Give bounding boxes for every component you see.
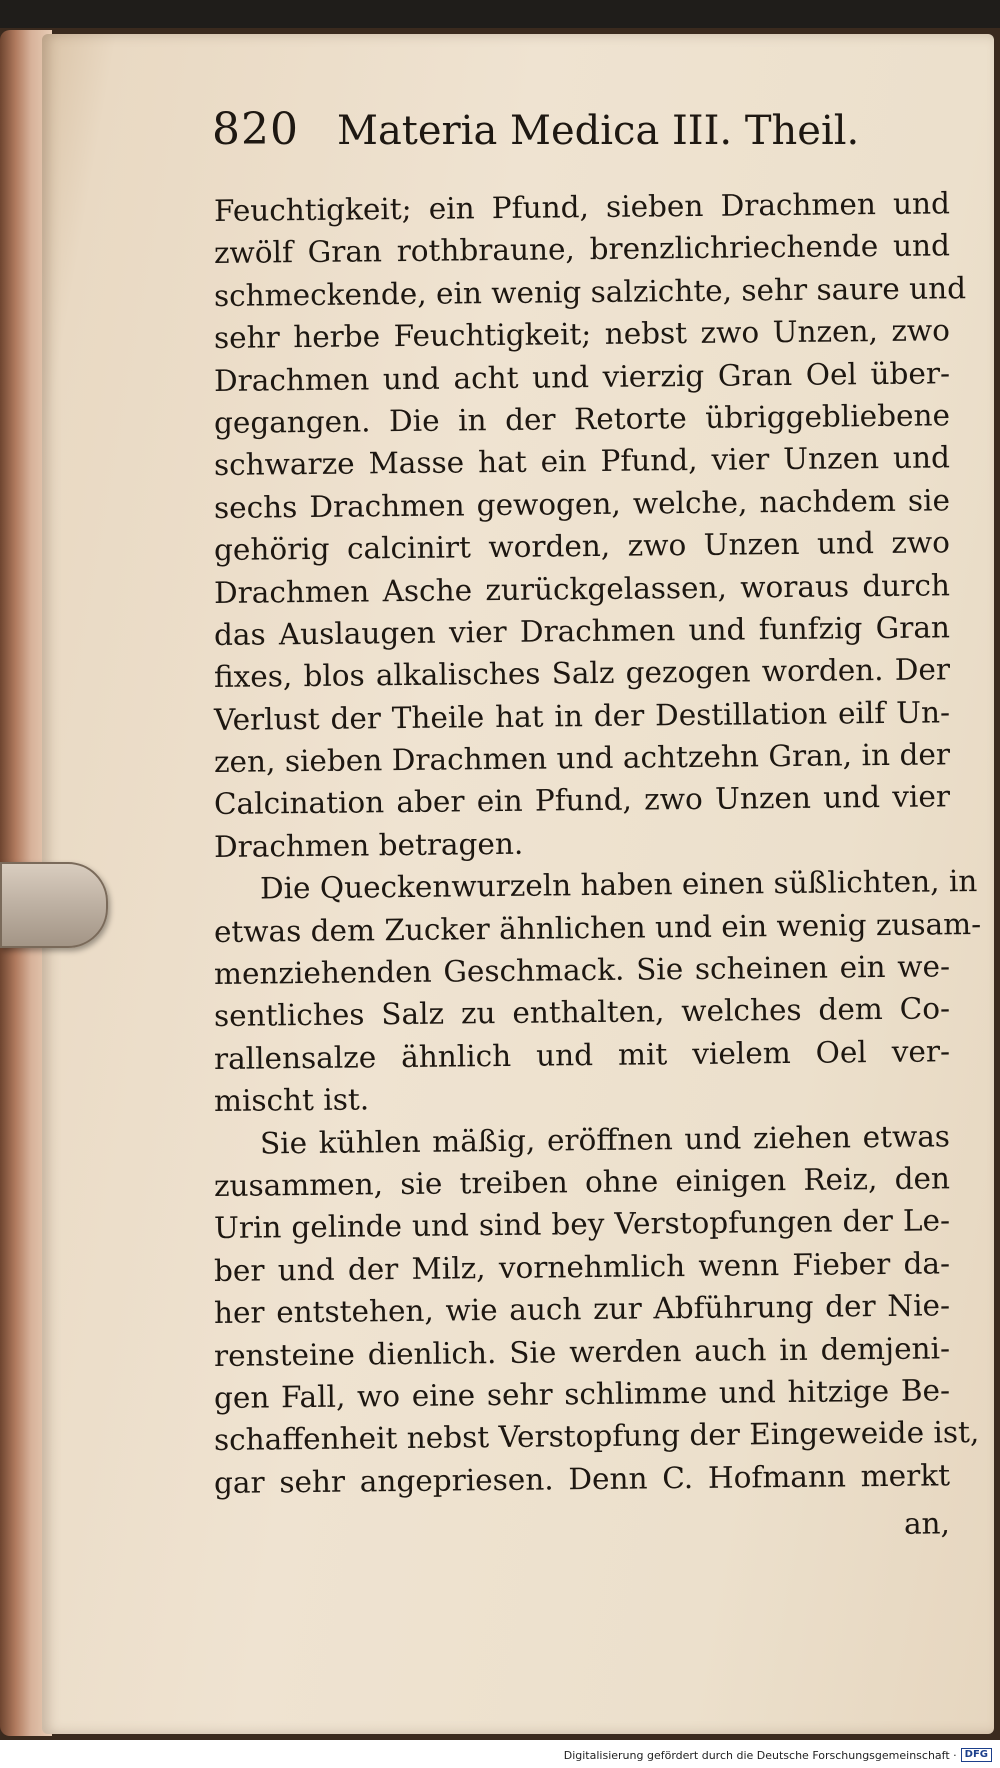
paragraph-start-line: Die Queckenwurzeln haben einen süßlichten, in — [259, 864, 978, 906]
text-line: schwarze Masse hat ein Pfund, vier Unzen und — [213, 440, 951, 483]
text-line: zusammen, sie treiben ohne einigen Reiz, den — [213, 1161, 951, 1203]
text-line: gehörig calcinirt worden, zwo Unzen und zwo — [213, 525, 951, 568]
text-line: rallensalze ähnlich und mit vielem Oel ver- — [213, 1034, 951, 1076]
paragraph-start-line: Sie kühlen mäßig, eröffnen und ziehen etwas — [259, 1118, 951, 1161]
text-line: Calcination aber ein Pfund, zwo Unzen und vier — [213, 779, 951, 822]
page-number: 820 — [212, 104, 299, 155]
text-line: Drachmen Asche zurückgelassen, woraus durch — [213, 567, 951, 610]
text-line: etwas dem Zucker ähnlichen und ein wenig zusam- — [213, 906, 982, 949]
text-line: Verlust der Theile hat in der Destillation eilf Un- — [213, 694, 951, 737]
running-title: Materia Medica III. Theil. — [336, 108, 860, 154]
digitization-credit — [564, 1748, 992, 1762]
text-line: sehr herbe Feuchtigkeit; nebst zwo Unzen, zwo — [213, 313, 951, 356]
text-line: schaffenheit nebst Verstopfung der Eingeweide ist, — [213, 1415, 980, 1458]
text-line: rensteine dienlich. Sie werden auch in demjeni- — [213, 1330, 951, 1373]
text-line: gar sehr angepriesen. Denn C. Hofmann merkt — [213, 1458, 951, 1500]
text-line: zwölf Gran rothbraune, brenzlichriechende und — [213, 228, 951, 271]
book-clasp — [0, 862, 108, 948]
text-line: Feuchtigkeit; ein Pfund, sieben Drachmen und — [213, 186, 951, 228]
page-header — [212, 104, 912, 164]
text-line: zen, sieben Drachmen und achtzehn Gran, in der — [213, 737, 951, 780]
text-line: fixes, blos alkalisches Salz gezogen worden. Der — [213, 652, 951, 695]
text-line: gen Fall, wo eine sehr schlimme und hitzige Be- — [213, 1373, 951, 1415]
text-line: das Auslaugen vier Drachmen und funfzig Gran — [213, 610, 951, 652]
catchword: an, — [903, 1506, 951, 1541]
text-line: ber und der Milz, vornehmlich wenn Fieber da- — [213, 1246, 951, 1288]
text-line: gegangen. Die in der Retorte übriggebliebene — [213, 398, 951, 440]
credit-text: Digitalisierung gefördert durch die Deutsche Forschungsgemeinschaft · — [563, 1748, 957, 1762]
text-line: Drachmen betragen. — [213, 826, 524, 864]
text-line: her entstehen, wie auch zur Abführung der Nie- — [213, 1288, 951, 1331]
dfg-logo: DFG — [961, 1748, 992, 1762]
text-line: Urin gelinde und sind bey Verstopfungen der Le- — [213, 1203, 951, 1246]
text-line: menziehenden Geschmack. Sie scheinen ein we- — [213, 949, 951, 992]
page-body-text — [213, 186, 982, 1553]
text-line: Drachmen und acht und vierzig Gran Oel über- — [213, 355, 951, 398]
text-line: schmeckende, ein wenig salzichte, sehr saure und — [213, 270, 967, 313]
text-line: mischt ist. — [213, 1082, 370, 1119]
text-line: sechs Drachmen gewogen, welche, nachdem sie — [213, 483, 951, 525]
text-line: sentliches Salz zu enthalten, welches dem Co- — [213, 991, 951, 1034]
